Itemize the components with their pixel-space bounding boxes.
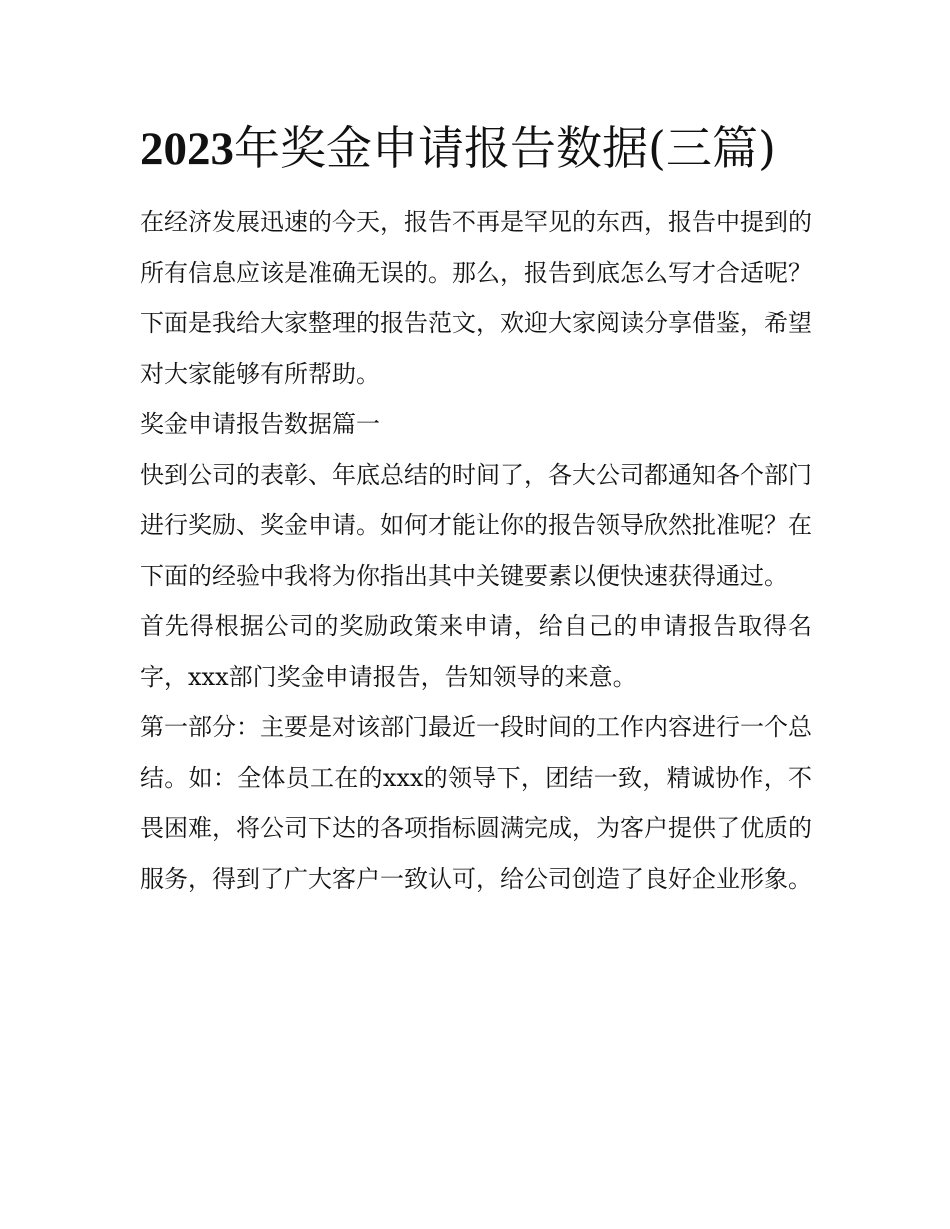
title-year: 2023 (140, 123, 234, 175)
section-heading: 奖金申请报告数据篇一 (140, 410, 380, 438)
body-paragraph: 第一部分：主要是对该部门最近一段时间的工作内容进行一个总结。如：全体员工在的xxx的领导下，团结一致，精诚协作，不畏困难，将公司下达的各项指标圆满完成，为客户提供了优质的服务，得到了广大客户一致认可，给公司创造了良好企业形象。 (140, 713, 812, 893)
body-paragraph: 快到公司的表彰、年底总结的时间了，各大公司都通知各个部门进行奖励、奖金申请。如何才能让你的报告领导欣然批准呢？在下面的经验中我将为你指出其中关键要素以便快速获得通过。 (140, 460, 812, 590)
intro-paragraph: 在经济发展迅速的今天，报告不再是罕见的东西，报告中提到的所有信息应该是准确无误的。那么，报告到底怎么写才合适呢？下面是我给大家整理的报告范文，欢迎大家阅读分享借鉴，希望对大家能够有所帮助。 (140, 208, 812, 388)
document-title (140, 112, 812, 185)
title-text: 年奖金申请报告数据(三篇) (234, 121, 776, 175)
document-body (140, 112, 812, 904)
body-paragraph: 首先得根据公司的奖励政策来申请，给自己的申请报告取得名字，xxx部门奖金申请报告，告知领导的来意。 (140, 612, 812, 691)
